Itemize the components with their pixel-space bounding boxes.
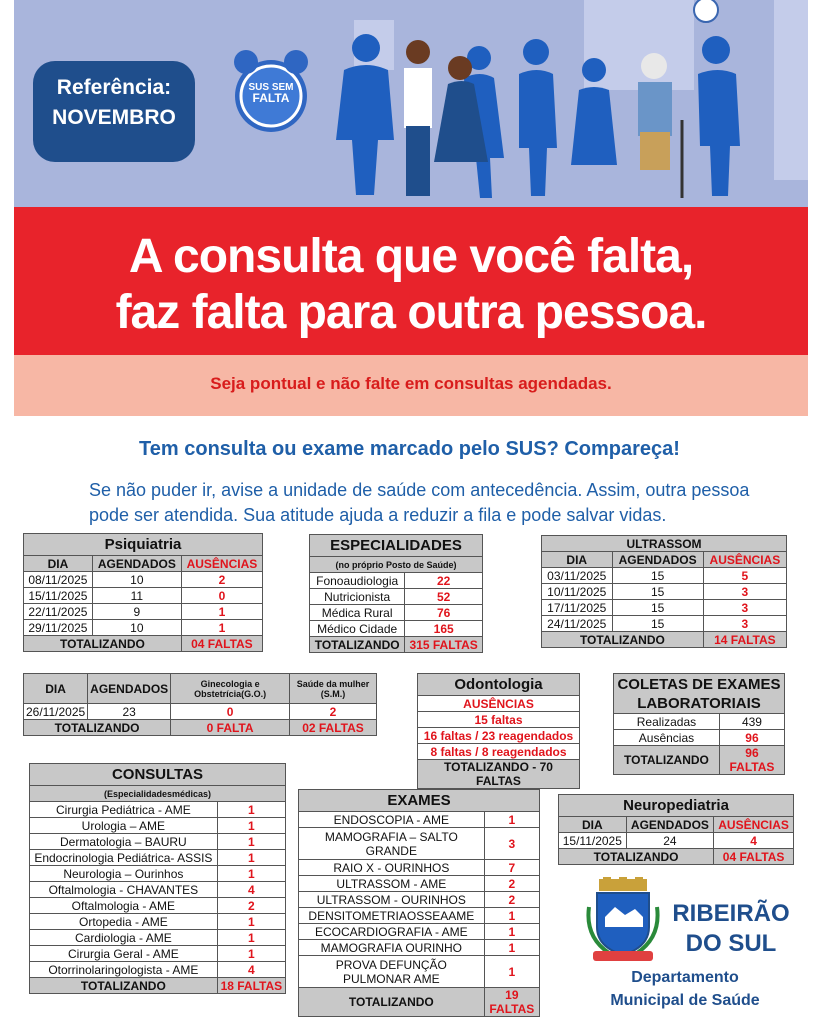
total-value: 04 FALTAS <box>714 849 794 865</box>
cell: 52 <box>405 589 483 605</box>
banner-line-2: faz falta para outra pessoa. <box>115 286 707 339</box>
especialidades-table <box>309 534 483 653</box>
table-row <box>418 712 580 728</box>
cell: 1 <box>217 834 285 850</box>
table-row <box>24 704 377 720</box>
table-row <box>299 828 540 860</box>
cell: Médica Rural <box>310 605 405 621</box>
coletas-title: COLETAS DE EXAMES LABORATORIAIS <box>614 674 785 714</box>
cell: ENDOSCOPIA - AME <box>299 812 485 828</box>
consultas-subtitle: (Especialidadesmédicas) <box>30 786 286 802</box>
total-value: 04 FALTAS <box>181 636 262 652</box>
especialidades-title: ESPECIALIDADES <box>310 535 483 557</box>
total-label: TOTALIZANDO <box>559 849 714 865</box>
col-header: DIA <box>24 556 93 572</box>
cell: Realizadas <box>614 714 720 730</box>
odontologia-table <box>417 673 580 789</box>
cell: 3 <box>703 600 786 616</box>
table-row <box>24 620 263 636</box>
cell: 1 <box>484 940 539 956</box>
cell: 22/11/2025 <box>24 604 93 620</box>
table-row <box>299 956 540 988</box>
question-heading: Tem consulta ou exame marcado pelo SUS? Compareça! <box>139 438 680 460</box>
consultas-title: CONSULTAS <box>30 764 286 786</box>
col-header: AUSÊNCIAS <box>418 696 580 712</box>
cell: MAMOGRAFIA – SALTO GRANDE <box>299 828 485 860</box>
table-row <box>418 728 580 744</box>
col-header: DIA <box>24 674 88 704</box>
col-header: AUSÊNCIAS <box>714 817 794 833</box>
cell: 15/11/2025 <box>559 833 627 849</box>
cell: 17/11/2025 <box>542 600 613 616</box>
col-header: AGENDADOS <box>92 556 181 572</box>
cell: 1 <box>217 818 285 834</box>
city-coat-of-arms-icon <box>585 877 661 963</box>
table-row <box>30 946 286 962</box>
cell: 16 faltas / 23 reagendados <box>418 728 580 744</box>
cell: Ortopedia - AME <box>30 914 218 930</box>
coletas-table <box>613 673 785 775</box>
cell: 0 <box>181 588 262 604</box>
info-paragraph: Se não puder ir, avise a unidade de saúde com antecedência. Assim, outra pessoa pode ser atendida. Sua atitude ajuda a reduzir a fila e pode salvar vidas. <box>89 480 750 525</box>
cell: PROVA DEFUNÇÃO PULMONAR AME <box>299 956 485 988</box>
cell: 5 <box>703 568 786 584</box>
table-row <box>299 908 540 924</box>
consultas-table <box>29 763 286 994</box>
cell: 3 <box>703 584 786 600</box>
table-row <box>542 616 787 632</box>
clock-badge-line2: FALTA <box>252 91 290 105</box>
total-value: 315 FALTAS <box>405 637 483 653</box>
cell: 26/11/2025 <box>24 704 88 720</box>
table-row <box>299 812 540 828</box>
total-value: TOTALIZANDO - 70 FALTAS <box>418 760 580 789</box>
cell: 1 <box>217 914 285 930</box>
table-row <box>418 744 580 760</box>
total-value: 18 FALTAS <box>217 978 285 994</box>
main-banner <box>14 207 808 355</box>
table-row <box>542 584 787 600</box>
col-header: DIA <box>559 817 627 833</box>
table-row <box>310 605 483 621</box>
cell: 15 <box>612 584 703 600</box>
table-row <box>299 892 540 908</box>
table-row <box>310 589 483 605</box>
col-header: AUSÊNCIAS <box>703 552 786 568</box>
table-row <box>30 802 286 818</box>
psiquiatria-title: Psiquiatria <box>24 534 263 556</box>
cell: 2 <box>289 704 376 720</box>
col-header: AGENDADOS <box>626 817 714 833</box>
cell: Médico Cidade <box>310 621 405 637</box>
cell: 7 <box>484 860 539 876</box>
total-label: TOTALIZANDO <box>24 636 182 652</box>
table-row <box>310 621 483 637</box>
cell: ECOCARDIOGRAFIA - AME <box>299 924 485 940</box>
cell: 1 <box>484 812 539 828</box>
cell: Neurologia – Ourinhos <box>30 866 218 882</box>
col-header: DIA <box>542 552 613 568</box>
city-name: RIBEIRÃO DO SUL <box>672 900 790 957</box>
cell: 2 <box>484 876 539 892</box>
table-row <box>30 962 286 978</box>
cell: Dermatologia – BAURU <box>30 834 218 850</box>
cell: 4 <box>217 882 285 898</box>
total-go: 0 FALTA <box>171 720 290 736</box>
cell: ULTRASSOM - AME <box>299 876 485 892</box>
cell: Ausências <box>614 730 720 746</box>
table-row <box>614 714 785 730</box>
cell: 9 <box>92 604 181 620</box>
total-label: TOTALIZANDO <box>30 978 218 994</box>
department-name: Departamento Municipal de Saúde <box>610 969 760 1009</box>
cell: 3 <box>703 616 786 632</box>
cell: 3 <box>484 828 539 860</box>
cell: 24/11/2025 <box>542 616 613 632</box>
cell: 4 <box>217 962 285 978</box>
cell: 08/11/2025 <box>24 572 93 588</box>
especialidades-subtitle: (no próprio Posto de Saúde) <box>310 557 483 573</box>
cell: 29/11/2025 <box>24 620 93 636</box>
table-row <box>24 588 263 604</box>
cell: 165 <box>405 621 483 637</box>
clock-badge-line1: SUS SEM <box>248 82 294 93</box>
cell: 1 <box>181 620 262 636</box>
neuro-title: Neuropediatria <box>559 795 794 817</box>
cell: 1 <box>484 924 539 940</box>
table-row <box>30 866 286 882</box>
reference-label: Referência: <box>56 76 172 99</box>
table-row <box>542 600 787 616</box>
exames-table <box>298 789 540 1017</box>
total-value: 14 FALTAS <box>703 632 786 648</box>
cell: 2 <box>181 572 262 588</box>
table-row <box>24 604 263 620</box>
neuropediatria-table <box>558 794 794 865</box>
col-header: AUSÊNCIAS <box>181 556 262 572</box>
total-label: TOTALIZANDO <box>542 632 704 648</box>
cell: DENSITOMETRIAOSSEAAME <box>299 908 485 924</box>
table-row <box>542 568 787 584</box>
cell: Cardiologia - AME <box>30 930 218 946</box>
banner-line-1: A consulta que você falta, <box>128 230 694 283</box>
total-value: 19 FALTAS <box>484 988 539 1017</box>
cell: 23 <box>88 704 171 720</box>
cell: 76 <box>405 605 483 621</box>
cell: 10 <box>92 620 181 636</box>
cell: Nutricionista <box>310 589 405 605</box>
table-row <box>299 876 540 892</box>
cell: 03/11/2025 <box>542 568 613 584</box>
cell: 1 <box>484 908 539 924</box>
cell: 22 <box>405 573 483 589</box>
clock-badge-text <box>240 82 302 104</box>
table-row <box>30 930 286 946</box>
cell: 0 <box>171 704 290 720</box>
cell: Oftalmologia - AME <box>30 898 218 914</box>
table-row <box>30 850 286 866</box>
cell: 15 faltas <box>418 712 580 728</box>
ultrassom-title: ULTRASSOM <box>542 536 787 552</box>
total-label: TOTALIZANDO <box>614 746 720 775</box>
table-row <box>30 882 286 898</box>
cell: ULTRASSOM - OURINHOS <box>299 892 485 908</box>
table-row <box>30 898 286 914</box>
cell: Endocrinologia Pediátrica- ASSIS <box>30 850 218 866</box>
reference-month: NOVEMBRO <box>52 106 176 130</box>
cell: 1 <box>181 604 262 620</box>
col-header: AGENDADOS <box>88 674 171 704</box>
cell: 2 <box>484 892 539 908</box>
col-header: AGENDADOS <box>612 552 703 568</box>
cell: 1 <box>217 946 285 962</box>
table-row <box>559 833 794 849</box>
odontologia-title: Odontologia <box>418 674 580 696</box>
table-row <box>299 860 540 876</box>
col-header: Saúde da mulher (S.M.) <box>289 674 376 704</box>
cell: 439 <box>719 714 784 730</box>
table-row <box>614 730 785 746</box>
table-row <box>30 834 286 850</box>
cell: 15/11/2025 <box>24 588 93 604</box>
cell: 4 <box>714 833 794 849</box>
total-label: TOTALIZANDO <box>310 637 405 653</box>
cell: Fonoaudiologia <box>310 573 405 589</box>
total-sm: 02 FALTAS <box>289 720 376 736</box>
cell: Otorrinolaringologista - AME <box>30 962 218 978</box>
table-row <box>30 914 286 930</box>
cell: 15 <box>612 600 703 616</box>
total-value: 96 FALTAS <box>719 746 784 775</box>
table-row <box>299 924 540 940</box>
ultrassom-table <box>541 535 787 648</box>
cell: Urologia – AME <box>30 818 218 834</box>
psiquiatria-table <box>23 533 263 652</box>
cell: 1 <box>217 850 285 866</box>
total-label: TOTALIZANDO <box>299 988 485 1017</box>
total-label: TOTALIZANDO <box>24 720 171 736</box>
cell: 1 <box>484 956 539 988</box>
cell: RAIO X - OURINHOS <box>299 860 485 876</box>
cell: 10 <box>92 572 181 588</box>
table-row <box>299 940 540 956</box>
cell: MAMOGRAFIA OURINHO <box>299 940 485 956</box>
cell: 96 <box>719 730 784 746</box>
cell: Oftalmologia - CHAVANTES <box>30 882 218 898</box>
cell: Cirurgia Geral - AME <box>30 946 218 962</box>
cell: 10/11/2025 <box>542 584 613 600</box>
cell: 2 <box>217 898 285 914</box>
cell: 15 <box>612 616 703 632</box>
table-row <box>30 818 286 834</box>
cell: 11 <box>92 588 181 604</box>
subtitle-strip: Seja pontual e não falte em consultas agendadas. <box>14 355 808 416</box>
exames-title: EXAMES <box>299 790 540 812</box>
cell: 1 <box>217 930 285 946</box>
cell: 15 <box>612 568 703 584</box>
reference-badge <box>33 61 195 162</box>
cell: 8 faltas / 8 reagendados <box>418 744 580 760</box>
col-header: Ginecologia e Obstetrícia(G.O.) <box>171 674 290 704</box>
table-row <box>24 572 263 588</box>
gineco-table <box>23 673 377 736</box>
table-row <box>310 573 483 589</box>
cell: Cirurgia Pediátrica - AME <box>30 802 218 818</box>
cell: 24 <box>626 833 714 849</box>
cell: 1 <box>217 802 285 818</box>
cell: 1 <box>217 866 285 882</box>
